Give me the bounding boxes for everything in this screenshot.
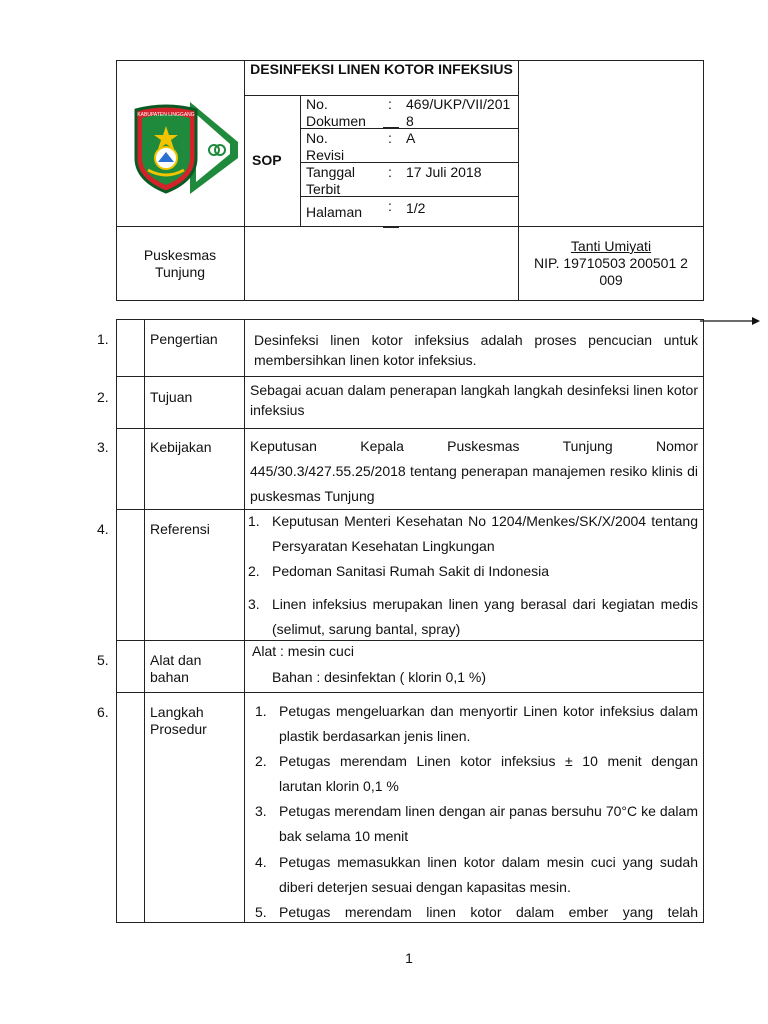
row-label-langkah-prosedur: Langkah Prosedur xyxy=(150,704,207,737)
row-number: 4. xyxy=(97,521,109,537)
signer-name: Tanti Umiyati xyxy=(570,238,652,254)
field-value-no-dokumen: 469/UKP/VII/2018 xyxy=(406,96,511,129)
field-sep: : xyxy=(388,198,392,214)
field-label-no-dokumen: No. Dokumen xyxy=(306,96,366,129)
row-number: 6. xyxy=(97,704,109,720)
field-label-halaman: Halaman xyxy=(306,204,363,220)
field-value-halaman: 1/2 xyxy=(406,200,426,216)
document-title: DESINFEKSI LINEN KOTOR INFEKSIUS xyxy=(250,61,513,77)
field-value-no-revisi: A xyxy=(406,130,416,146)
row-number: 5. xyxy=(97,652,109,668)
row-number: 3. xyxy=(97,439,109,455)
row-label-alat-bahan: Alat dan bahan xyxy=(150,652,202,685)
row-text-bahan: Bahan : desinfektan ( klorin 0,1 %) xyxy=(272,669,487,685)
svg-text:KABUPATEN LINGGANG: KABUPATEN LINGGANG xyxy=(137,112,195,118)
row-number: 1. xyxy=(97,331,109,347)
row-label-pengertian: Pengertian xyxy=(150,331,218,347)
list-item: 3. Linen infeksius merupakan linen yang berasal dari kegiatan medis (selimut, sarung bantal, spray) xyxy=(248,596,698,637)
procedure-step: 1. Petugas mengeluarkan dan menyortir Linen kotor infeksius dalam plastik berdasarkan jenis linen. xyxy=(255,703,698,744)
procedure-step: 5. Petugas merendam linen kotor dalam ember yang telah xyxy=(255,904,698,920)
field-sep: : xyxy=(388,164,392,180)
row-label-referensi: Referensi xyxy=(150,521,210,537)
field-label-no-revisi: No. Revisi xyxy=(306,130,345,163)
field-value-tanggal-terbit: 17 Juli 2018 xyxy=(406,164,482,180)
list-item: 2. Pedoman Sanitasi Rumah Sakit di Indonesia xyxy=(248,563,550,579)
row-text-tujuan: Sebagai acuan dalam penerapan langkah langkah desinfeksi linen kotor infeksius xyxy=(250,382,698,418)
row-text-pengertian: Desinfeksi linen kotor infeksius adalah proses pencucian untuk membersihkan linen kotor infeksius. xyxy=(254,332,698,368)
arrow-right-icon xyxy=(700,314,762,333)
row-number: 2. xyxy=(97,389,109,405)
procedure-step: 2. Petugas merendam Linen kotor infeksius ± 10 menit dengan larutan klorin 0,1 % xyxy=(255,753,698,794)
signer-nip: NIP. 19710503 200501 2 009 xyxy=(534,255,688,288)
row-text-alat: Alat : mesin cuci xyxy=(252,643,354,659)
field-sep: : xyxy=(388,96,392,112)
field-label-tanggal-terbit: Tanggal Terbit xyxy=(306,164,356,197)
page-number: 1 xyxy=(405,950,413,966)
logo xyxy=(130,100,242,196)
row-label-kebijakan: Kebijakan xyxy=(150,439,212,455)
field-sep: : xyxy=(388,130,392,146)
regency-emblem-icon xyxy=(130,100,242,196)
row-text-kebijakan: Keputusan Kepala Puskesmas Tunjung Nomor 445/30.3/427.55.25/2018 tentang penerapan manajemen resiko klinis di puskesmas Tunjung xyxy=(250,438,698,504)
procedure-step: 4. Petugas memasukkan linen kotor dalam mesin cuci yang sudah diberi deterjen sesuai dengan kapasitas mesin. xyxy=(255,854,698,895)
procedure-step: 3. Petugas merendam linen dengan air panas bersuhu 70°C ke dalam bak selama 10 menit xyxy=(255,803,698,844)
list-item: 1. Keputusan Menteri Kesehatan No 1204/Menkes/SK/X/2004 tentang Persyaratan Kesehatan Lingkungan xyxy=(248,513,698,554)
facility-name: Puskesmas Tunjung xyxy=(143,247,217,280)
row-label-tujuan: Tujuan xyxy=(150,389,193,405)
sop-label: SOP xyxy=(252,152,282,168)
